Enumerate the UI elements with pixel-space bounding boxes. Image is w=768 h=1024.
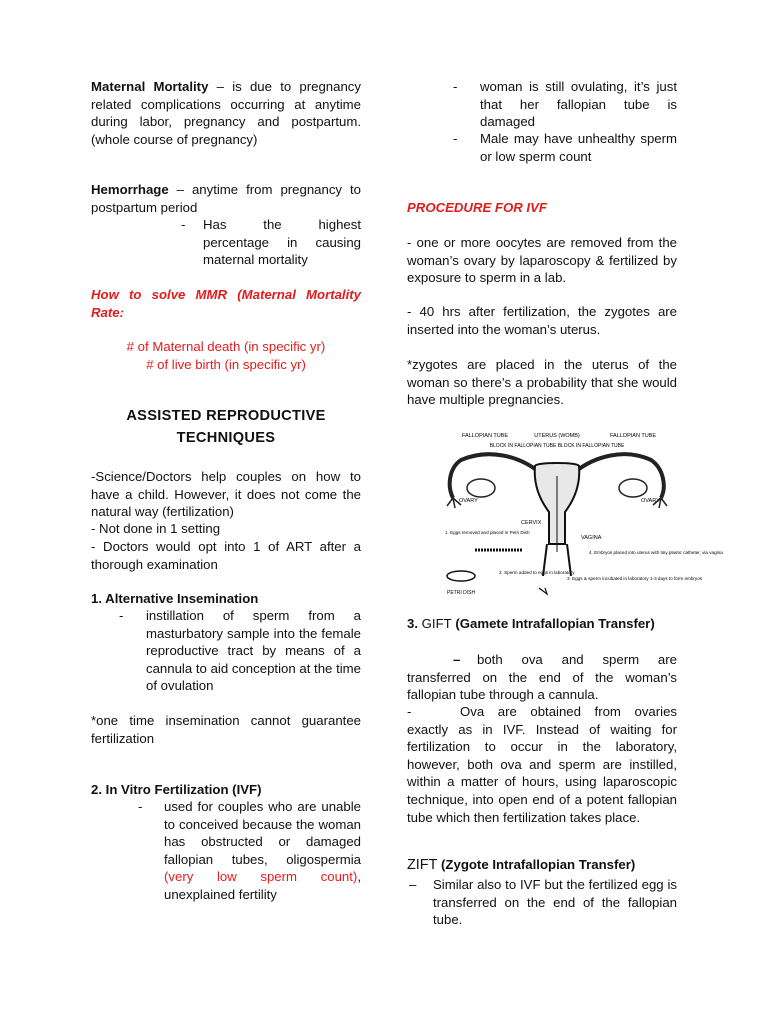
maternal-mortality-term: Maternal Mortality	[91, 79, 209, 94]
art-heading-line2: TECHNIQUES	[176, 430, 276, 446]
label-fallopian-tube-right: FALLOPIAN TUBE	[609, 433, 657, 439]
right-bullet-1: woman is still ovulating, it’s just that her fallopian tube is damaged	[480, 79, 677, 130]
zift-heading	[407, 856, 677, 875]
label-petri-dish: PETRI DISH	[447, 590, 476, 596]
art-heading	[91, 405, 361, 449]
ivf-diagram	[439, 426, 723, 602]
bullet-dash: –	[453, 652, 461, 667]
gift-heading	[407, 615, 677, 633]
ivf-bullet-red-note: (very low sperm count)	[164, 869, 358, 885]
procedure-heading: PROCEDURE FOR IVF	[407, 200, 547, 215]
art-point-3: - Doctors would opt into 1 of ART after a thorough examination	[91, 539, 361, 572]
zift-text: Similar also to IVF but the fertilized egg is transferred on the end of the fallopian tube.	[433, 877, 677, 928]
bullet-dash: -	[181, 217, 186, 232]
label-cervix: CERVIX	[521, 520, 542, 526]
gift-number: 3.	[407, 616, 422, 631]
procedure-p2: - 40 hrs after fertilization, the zygotes are inserted into the woman’s uterus.	[407, 304, 677, 337]
ivf-bullet-text-end: , unexplained fertility	[164, 869, 361, 902]
procedure-p3: *zygotes are placed in the uterus of the woman so there’s a probability that she would have multiple pregnancies.	[407, 357, 677, 408]
petri-dish-shape	[447, 571, 475, 581]
label-step-2: 2. Sperm added to eggs in laboratory	[499, 570, 575, 575]
mmr-heading: How to solve MMR (Maternal Mortality Rate:	[91, 287, 361, 320]
ivf-bullet-text: used for couples who are unable to conceived because the woman has obstructed or damaged fallopian tubes, oligospermia	[164, 799, 361, 867]
bullet-dash: -	[407, 704, 412, 719]
gift-ova-text: Ova are obtained from ovaries exactly as in IVF. Instead of waiting for fertilization to occur in the laboratory, however, both ova and sperm are instilled, within a matter of hours, using laparoscopic technique, into open end of a potent fallopian tube which then fertilization takes place.	[407, 704, 677, 825]
ai-heading: 1. Alternative Insemination	[91, 591, 259, 606]
ivf-bullet	[164, 798, 361, 904]
bullet-dash: –	[409, 877, 417, 892]
mmr-denominator: # of live birth (in specific yr)	[146, 357, 306, 372]
label-step-1: 1. Eggs removed and placed in Petri Dish	[445, 530, 530, 535]
ovary-left-shape	[467, 479, 495, 497]
label-step-3: 3. Eggs & sperm incubated in laboratory 1-3 days to form embryos	[567, 576, 703, 581]
label-vagina: VAGINA	[581, 535, 602, 541]
ovary-right-shape	[619, 479, 647, 497]
label-block-right: BLOCK IN FALLOPIAN TUBE	[557, 443, 625, 449]
hemorrhage-term: Hemorrhage	[91, 182, 169, 197]
hemorrhage-definition: – anytime from pregnancy to postpartum period	[91, 182, 361, 215]
label-step-4: 4. Embryos placed into uterus with tiny plastic catheter, via vagina	[589, 550, 723, 555]
label-fallopian-tube-left: FALLOPIAN TUBE	[461, 433, 509, 439]
art-heading-line1: ASSISTED REPRODUCTIVE	[126, 408, 326, 424]
hemorrhage-paragraph	[91, 181, 361, 216]
ai-bullet: instillation of sperm from a masturbatory sample into the female reproductive tract by means of a cannula to aid conception at the time of ovulation	[146, 608, 361, 694]
gift-abbr: GIFT	[421, 616, 452, 631]
mmr-numerator: # of Maternal death (in specific yr)	[126, 339, 326, 354]
gift-dash-text: both ova and sperm are transferred on the end of the woman’s fallopian tube through a cannula.	[407, 652, 677, 703]
art-point-2: - Not done in 1 setting	[91, 521, 221, 536]
bullet-dash: -	[453, 131, 458, 146]
label-ovary-right: OVARY	[641, 498, 660, 504]
label-block-left: BLOCK IN FALLOPIAN TUBE	[489, 443, 557, 449]
hemorrhage-bullet: Has the highest percentage in causing maternal mortality	[203, 217, 361, 268]
procedure-p1: - one or more oocytes are removed from the woman’s ovary by laparoscopy & fertilized by exposure to sperm in a lab.	[407, 235, 677, 286]
label-uterus: UTERUS (WOMB)	[534, 433, 580, 439]
right-bullet-2: Male may have unhealthy sperm or low sperm count	[480, 131, 677, 164]
bullet-dash: -	[119, 608, 124, 623]
zift-abbr: ZIFT	[407, 857, 438, 873]
bullet-dash: -	[138, 799, 143, 814]
gift-full-name: (Gamete Intrafallopian Transfer)	[451, 616, 655, 631]
bullet-dash: -	[453, 79, 458, 94]
maternal-mortality-paragraph	[91, 78, 361, 148]
ivf-heading: 2. In Vitro Fertilization (IVF)	[91, 782, 262, 797]
maternal-mortality-definition: – is due to pregnancy related complications occurring at anytime during labor, pregnancy and postpartum. (whole course of pregnancy)	[91, 79, 361, 147]
zift-full-name: (Zygote Intrafallopian Transfer)	[437, 857, 636, 872]
art-intro: -Science/Doctors help couples on how to have a child. However, it does not come the natural way (fertilization)	[91, 469, 361, 520]
label-ovary-left: OVARY	[459, 498, 478, 504]
ai-note: *one time insemination cannot guarantee fertilization	[91, 713, 361, 746]
